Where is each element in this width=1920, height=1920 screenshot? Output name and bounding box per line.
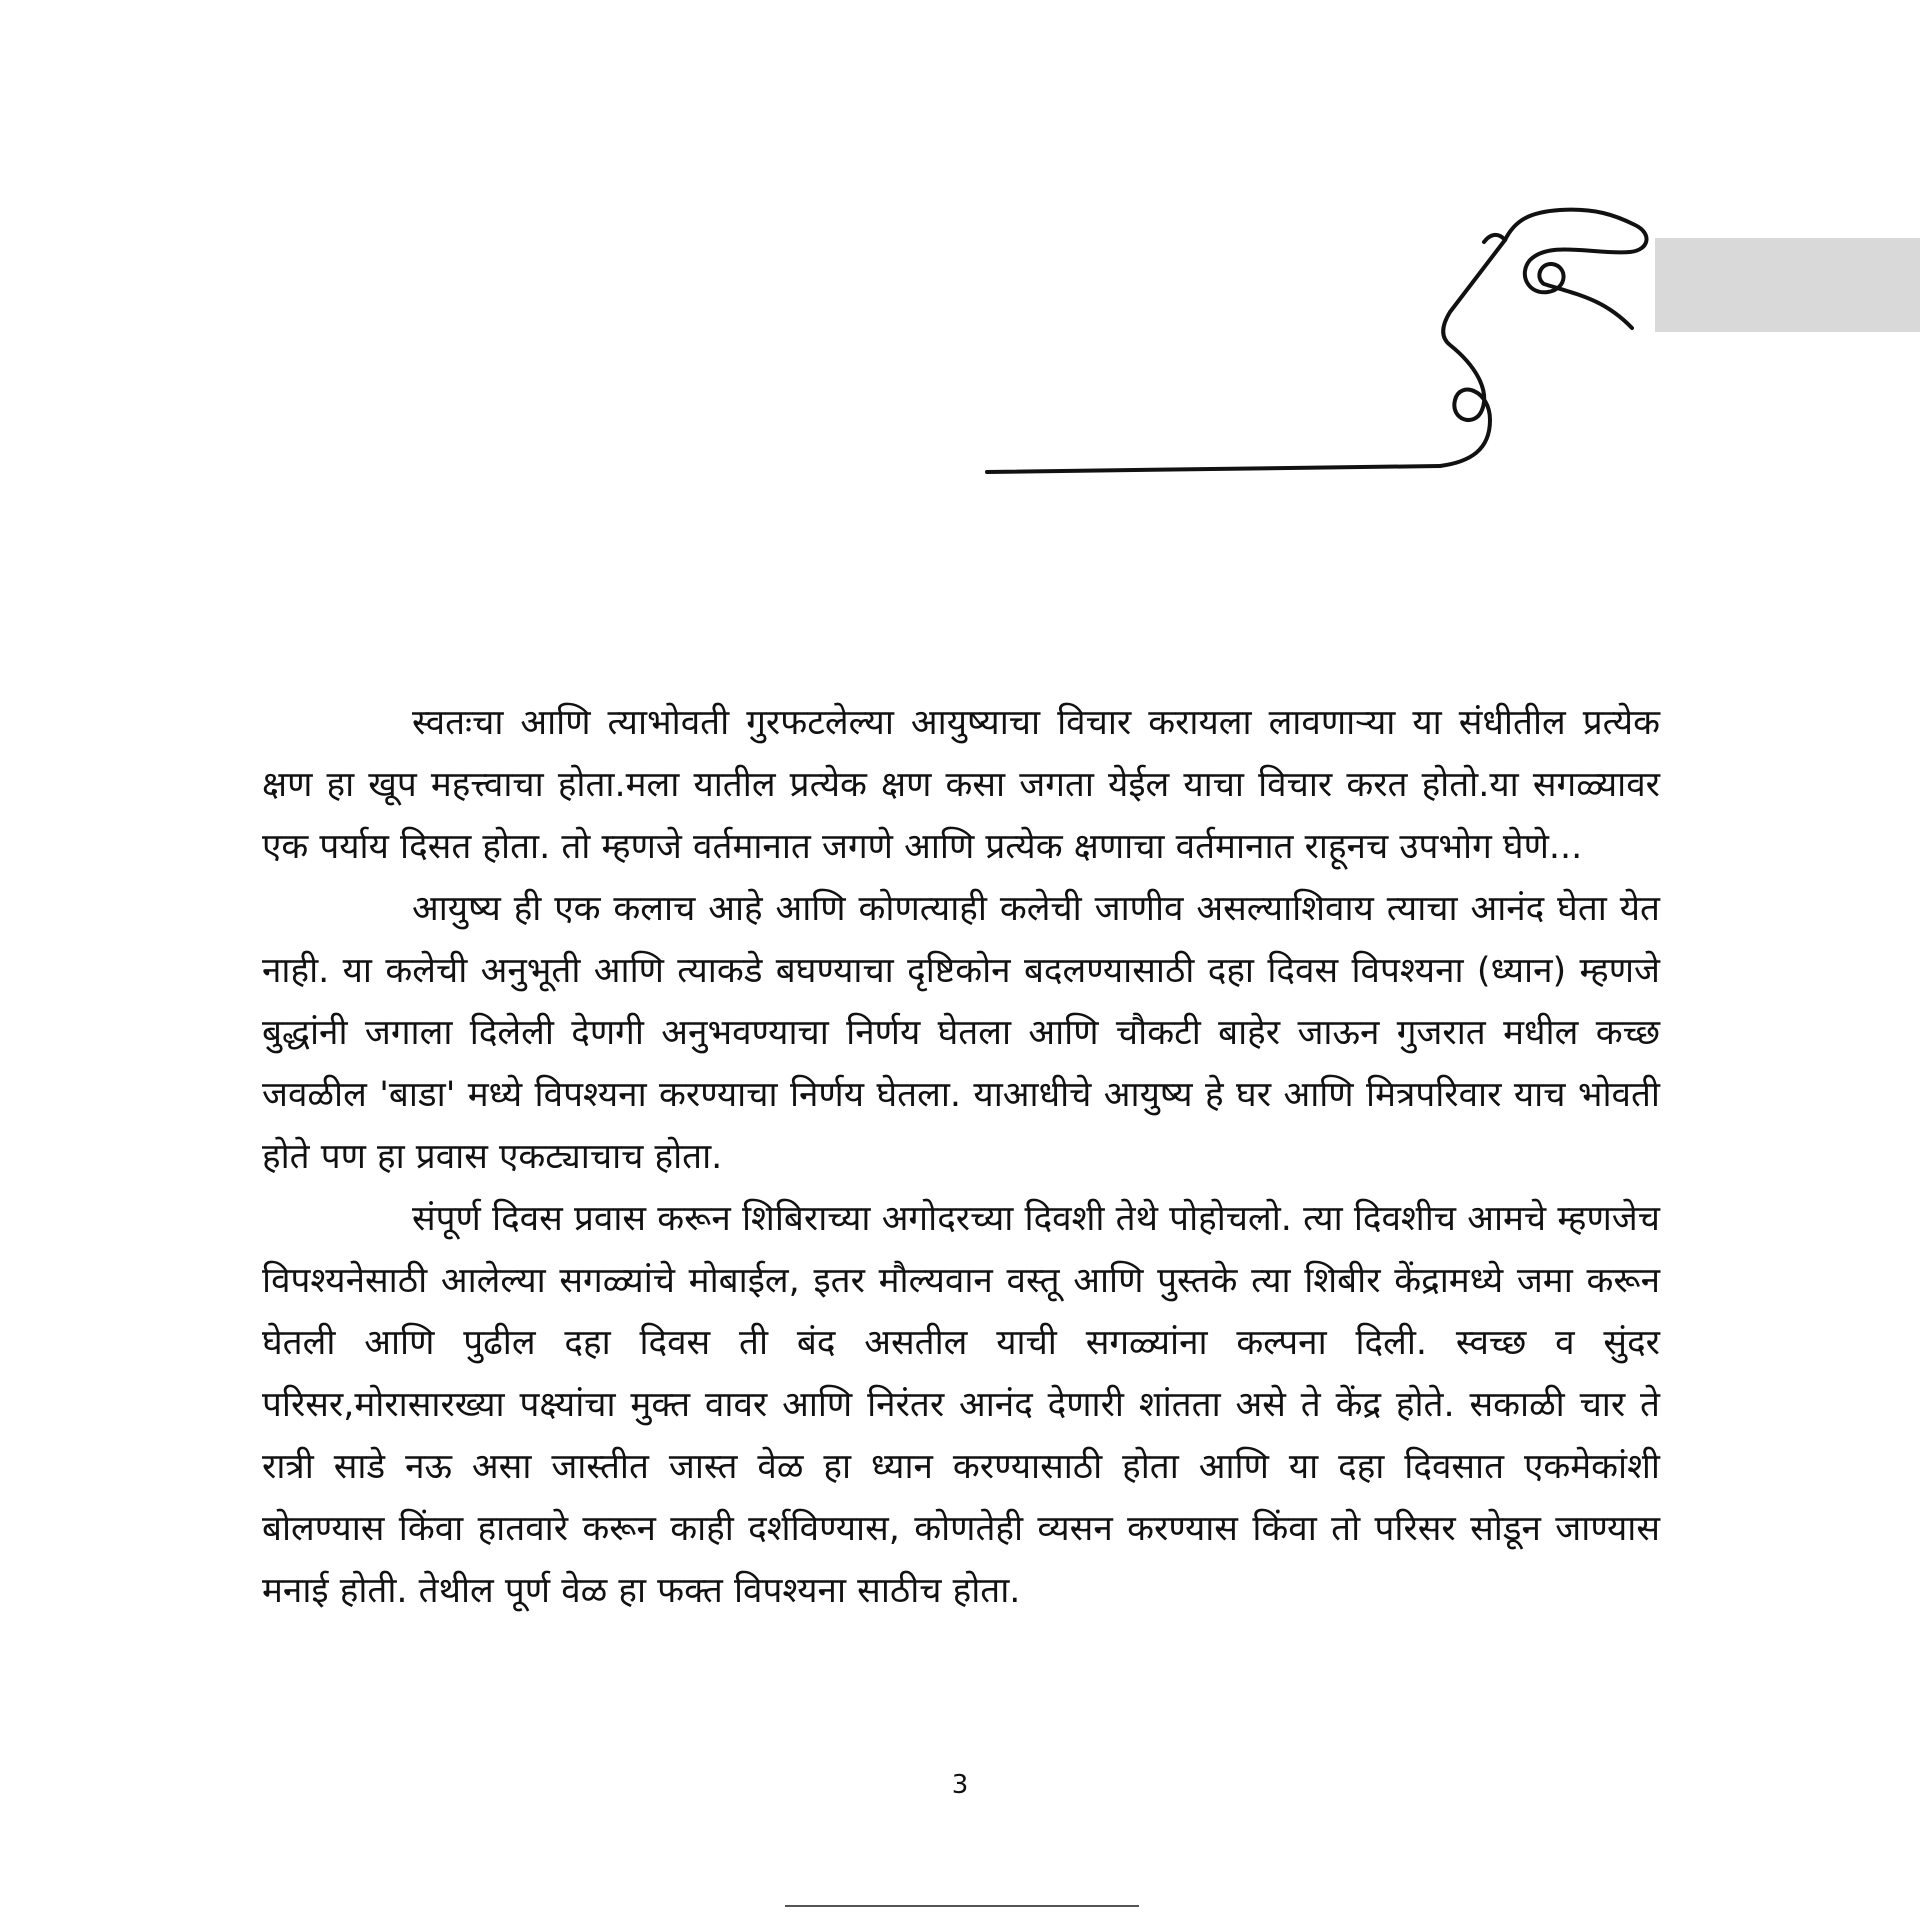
calligraphy-flourish-icon <box>970 200 1670 490</box>
flourish-curl-upper <box>1505 210 1646 328</box>
paragraph-3: संपूर्ण दिवस प्रवास करून शिबिराच्या अगोदरच्या दिवशी तेथे पोहोचलो. त्या दिवशीच आमचे म्हणजेच विपश्यनेसाठी आलेल्या सगळ्यांचे मोबाईल, इतर मौल्यवान वस्तू आणि पुस्तके त्या शिबीर केंद्रामध्ये जमा करून घेतली आणि पुढील दहा दिवस ती बंद असतील याची सगळ्यांना कल्पना दिली. स्वच्छ व सुंदर परिसर,मोरासारख्या पक्ष्यांचा मुक्त वावर आणि निरंतर आनंद देणारी शांतता असे ते केंद्र होते. सकाळी चार ते रात्री साडे नऊ असा जास्तीत जास्त वेळ हा ध्यान करण्यासाठी होता आणि या दहा दिवसात एकमेकांशी बोलण्यास किंवा हातवारे करून काही दर्शविण्यास, कोणतेही व्यसन करण्यास किंवा तो परिसर सोडून जाण्यास मनाई होती. तेथील पूर्ण वेळ हा फक्त विपश्यना साठीच होता. <box>262 1199 1660 1611</box>
body-text <box>262 692 1660 1622</box>
footer-divider <box>785 1905 1139 1907</box>
flourish-curl-lower <box>1440 240 1505 466</box>
paragraph-2: आयुष्य ही एक कलाच आहे आणि कोणत्याही कलेची जाणीव असल्याशिवाय त्याचा आनंद घेता येत नाही. या कलेची अनुभूती आणि त्याकडे बघण्याचा दृष्टिकोन बदलण्यासाठी दहा दिवस विपश्यना (ध्यान) म्हणजे बुद्धांनी जगाला दिलेली देणगी अनुभवण्याचा निर्णय घेतला आणि चौकटी बाहेर जाऊन गुजरात मधील कच्छ जवळील 'बाडा' मध्ये विपश्यना करण्याचा निर्णय घेतला. याआधीचे आयुष्य हे घर आणि मित्रपरिवार याच भोवती होते पण हा प्रवास एकट्याचाच होता. <box>262 889 1660 1177</box>
flourish-line <box>987 466 1440 472</box>
page-number: 3 <box>951 1770 969 1800</box>
paragraph-1: स्वतःचा आणि त्याभोवती गुरफटलेल्या आयुष्याचा विचार करायला लावणाऱ्या या संधीतील प्रत्येक क्षण हा खूप महत्त्वाचा होता.मला यातील प्रत्येक क्षण कसा जगता येईल याचा विचार करत होतो.या सगळ्यावर एक पर्याय दिसत होता. तो म्हणजे वर्तमानात जगणे आणि प्रत्येक क्षणाचा वर्तमानात राहूनच उपभोग घेणे... <box>262 703 1660 867</box>
decorative-gray-tab <box>1655 238 1920 332</box>
